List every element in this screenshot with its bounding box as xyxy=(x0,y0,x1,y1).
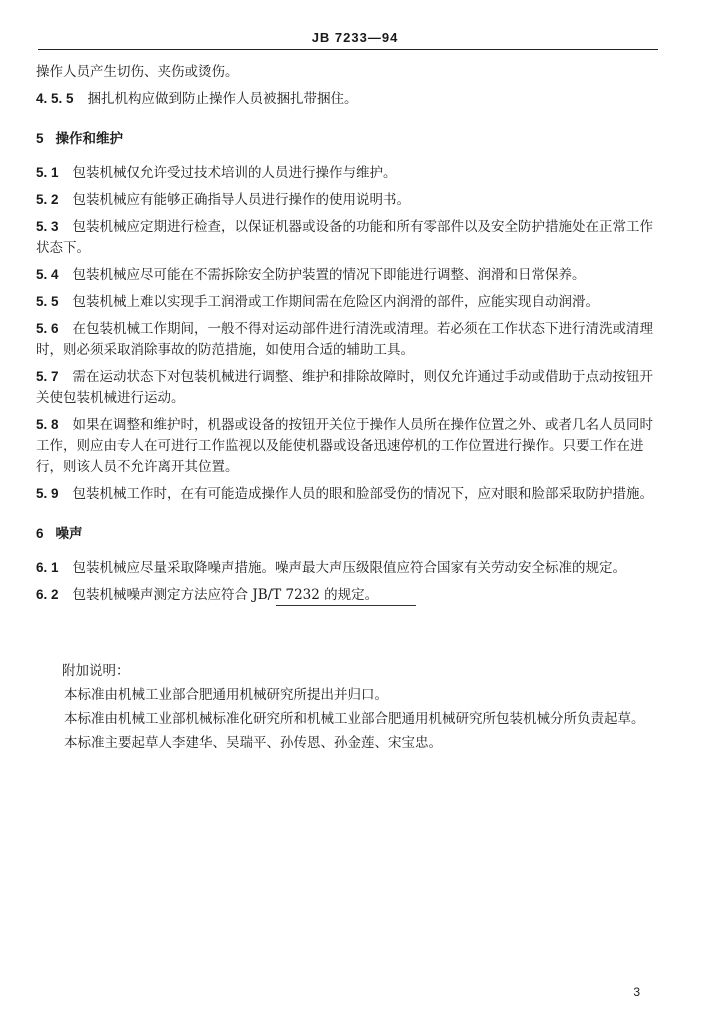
clause-number: 5. 5 xyxy=(36,294,59,309)
section-number: 5 xyxy=(36,131,44,146)
clause-5-9 xyxy=(36,483,658,505)
clause-number: 5. 6 xyxy=(36,321,59,336)
end-divider xyxy=(276,605,416,606)
clause-number: 5. 8 xyxy=(36,417,59,432)
clause-5-4 xyxy=(36,264,658,286)
clause-number: 5. 9 xyxy=(36,486,59,501)
clause-text: 包装机械应尽可能在不需拆除安全防护装置的情况下即能进行调整、润滑和日常保养。 xyxy=(72,267,586,283)
clause-5-5 xyxy=(36,291,658,313)
continuation-text: 操作人员产生切伤、夹伤或烫伤。 xyxy=(36,64,239,80)
header-rule xyxy=(38,49,658,50)
clause-6-1 xyxy=(36,557,658,579)
clause-text: 需在运动状态下对包装机械进行调整、维护和排除故障时，则仅允许通过手动或借助于点动按钮开关使包装机械进行运动。 xyxy=(36,369,654,406)
clause-text: 捆扎机构应做到防止操作人员被捆扎带捆住。 xyxy=(87,91,358,107)
clause-5-8 xyxy=(36,414,658,478)
clause-text: 如果在调整和维护时，机器或设备的按钮开关位于操作人员所在操作位置之外、或者几名人员同时工作，则应由专人在可进行工作监视以及能使机器或设备迅速停机的工作位置进行操作。只要工作在进行，则该人员不允许离开其位置。 xyxy=(36,417,654,475)
clause-text: 包装机械工作时，在有可能造成操作人员的眼和脸部受伤的情况下，应对眼和脸部采取防护措施。 xyxy=(72,486,654,502)
document-body xyxy=(36,62,658,611)
clause-5-3 xyxy=(36,216,658,259)
clause-text: 包装机械噪声测定方法应符合 JB/T 7232 的规定。 xyxy=(72,587,379,603)
clause-text: 包装机械应尽量采取降噪声措施。噪声最大声压级限值应符合国家有关劳动安全标准的规定。 xyxy=(72,560,627,576)
clause-5-6 xyxy=(36,318,658,361)
clause-number: 5. 2 xyxy=(36,192,59,207)
clause-number: 5. 4 xyxy=(36,267,59,282)
section-title: 噪声 xyxy=(55,526,83,542)
clause-number: 4. 5. 5 xyxy=(36,91,74,106)
section-number: 6 xyxy=(36,526,44,541)
clause-number: 6. 1 xyxy=(36,560,59,575)
clause-text: 包装机械上难以实现手工润滑或工作期间需在危险区内润滑的部件，应能实现自动润滑。 xyxy=(72,294,600,310)
notes-heading: 附加说明： xyxy=(62,663,130,679)
notes-line: 本标准由机械工业部机械标准化研究所和机械工业部合肥通用机械研究所包装机械分所负责起草。 xyxy=(64,711,645,727)
clause-number: 5. 7 xyxy=(36,369,59,384)
section-title: 操作和维护 xyxy=(55,131,124,147)
clause-number: 5. 1 xyxy=(36,165,59,180)
page-number: 3 xyxy=(633,985,640,999)
clause-number: 6. 2 xyxy=(36,587,59,602)
clause-5-7 xyxy=(36,366,658,409)
clause-text: 包装机械仅允许受过技术培训的人员进行操作与维护。 xyxy=(72,165,397,181)
clause-5-2 xyxy=(36,189,658,211)
additional-notes xyxy=(36,660,658,756)
standard-code-header: JB 7233—94 xyxy=(311,30,399,45)
clause-text: 在包装机械工作期间，一般不得对运动部件进行清洗或清理。若必须在工作状态下进行清洗或清理时，则必须采取消除事故的防范措施，如使用合适的辅助工具。 xyxy=(36,321,654,358)
clause-5-1 xyxy=(36,162,658,184)
notes-line: 本标准主要起草人李建华、吴瑞平、孙传恩、孙金莲、宋宝忠。 xyxy=(64,735,442,751)
clause-4-5-5 xyxy=(36,88,658,110)
clause-number: 5. 3 xyxy=(36,219,59,234)
clause-text: 包装机械应定期进行检查，以保证机器或设备的功能和所有零部件以及安全防护措施处在正常工作状态下。 xyxy=(36,219,654,256)
clause-text: 包装机械应有能够正确指导人员进行操作的使用说明书。 xyxy=(72,192,411,208)
clause-6-2 xyxy=(36,584,658,606)
notes-line: 本标准由机械工业部合肥通用机械研究所提出并归口。 xyxy=(64,687,388,703)
section-5-heading xyxy=(36,128,658,150)
section-6-heading xyxy=(36,523,658,545)
